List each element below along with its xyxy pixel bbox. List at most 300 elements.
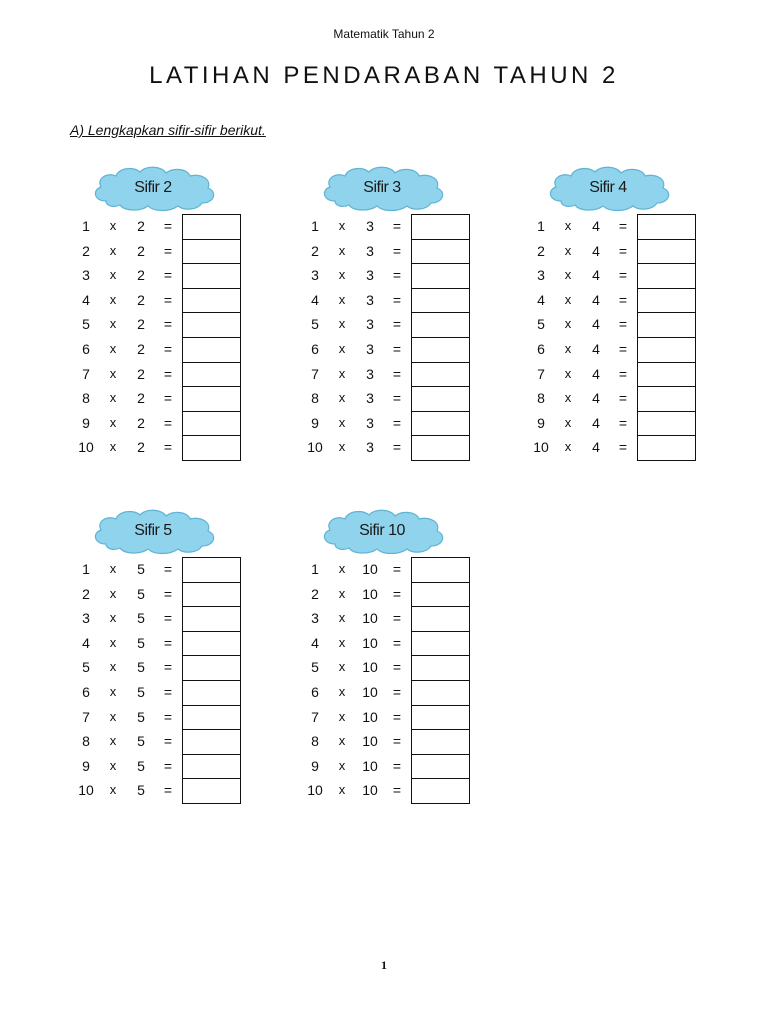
- answer-box[interactable]: [411, 239, 470, 265]
- equals-sign: =: [618, 218, 628, 234]
- answer-box[interactable]: [637, 337, 696, 363]
- equals-sign: =: [618, 340, 628, 357]
- equals-sign: =: [618, 439, 628, 456]
- times-sign: x: [338, 634, 346, 650]
- multiplier: 3: [366, 242, 374, 259]
- multiplicand: 2: [311, 585, 319, 602]
- multiplier: 10: [362, 757, 378, 774]
- answer-box[interactable]: [182, 729, 241, 755]
- equals-sign: =: [392, 390, 402, 407]
- times-sign: x: [109, 708, 117, 724]
- multiplier: 3: [366, 340, 374, 357]
- multiplicand: 4: [311, 291, 319, 308]
- equals-sign: =: [163, 365, 173, 382]
- times-sign: x: [564, 316, 572, 332]
- times-sign: x: [109, 757, 117, 773]
- multiplier: 2: [137, 242, 145, 259]
- multiplicand: 8: [82, 733, 90, 750]
- equation-row: [531, 312, 731, 337]
- cloud-heading: [88, 506, 218, 556]
- equation-row: [305, 337, 505, 362]
- equals-sign: =: [163, 414, 173, 431]
- answer-box[interactable]: [411, 214, 470, 240]
- equation-row: [76, 631, 276, 656]
- multiplicand: 9: [311, 757, 319, 774]
- multiplier: 5: [137, 733, 145, 750]
- equation-row: [531, 263, 731, 288]
- multiplicand: 4: [82, 291, 90, 308]
- answer-box[interactable]: [411, 631, 470, 657]
- equation-row: [305, 288, 505, 313]
- multiplier: 2: [137, 390, 145, 407]
- multiplicand: 10: [533, 439, 549, 456]
- answer-box[interactable]: [182, 288, 241, 314]
- multiplier: 3: [366, 390, 374, 407]
- equals-sign: =: [618, 365, 628, 382]
- answer-box[interactable]: [182, 386, 241, 412]
- equation-row: [76, 337, 276, 362]
- equation-row: [305, 239, 505, 264]
- multiplicand: 5: [82, 659, 90, 676]
- multiplicand: 2: [311, 242, 319, 259]
- times-sign: x: [338, 708, 346, 724]
- answer-box[interactable]: [637, 386, 696, 412]
- cloud-heading: [317, 163, 447, 213]
- equals-sign: =: [163, 683, 173, 700]
- answer-box[interactable]: [411, 288, 470, 314]
- answer-box[interactable]: [182, 557, 241, 583]
- answer-box[interactable]: [637, 288, 696, 314]
- multiplicand: 5: [537, 316, 545, 333]
- multiplier: 10: [362, 782, 378, 799]
- multiplicand: 1: [82, 218, 90, 234]
- equals-sign: =: [618, 242, 628, 259]
- answer-box[interactable]: [411, 729, 470, 755]
- multiplicand: 8: [311, 390, 319, 407]
- equals-sign: =: [392, 291, 402, 308]
- multiplicand: 4: [311, 634, 319, 651]
- multiplier: 4: [592, 267, 600, 284]
- times-sign: x: [109, 414, 117, 430]
- equation-row: [76, 239, 276, 264]
- multiplier: 10: [362, 659, 378, 676]
- answer-box[interactable]: [182, 411, 241, 437]
- equals-sign: =: [392, 683, 402, 700]
- times-sign: x: [338, 291, 346, 307]
- answer-box[interactable]: [182, 754, 241, 780]
- multiplicand: 7: [537, 365, 545, 382]
- times-sign: x: [564, 218, 572, 233]
- equals-sign: =: [392, 242, 402, 259]
- answer-box[interactable]: [182, 655, 241, 681]
- equation-rows: [76, 214, 276, 460]
- multiplicand: 6: [537, 340, 545, 357]
- equals-sign: =: [392, 782, 402, 799]
- multiplicand: 3: [311, 267, 319, 284]
- multiplicand: 5: [311, 659, 319, 676]
- times-sign: x: [564, 242, 572, 258]
- answer-box[interactable]: [411, 754, 470, 780]
- equation-row: [305, 263, 505, 288]
- equation-row: [305, 411, 505, 436]
- multiplier: 2: [137, 439, 145, 456]
- answer-box[interactable]: [182, 435, 241, 461]
- multiplier: 4: [592, 365, 600, 382]
- answer-box[interactable]: [411, 312, 470, 338]
- equals-sign: =: [163, 634, 173, 651]
- table-label: Sifir 2: [134, 179, 172, 196]
- multiplicand: 6: [311, 340, 319, 357]
- multiplier: 5: [137, 561, 145, 577]
- equation-row: [76, 705, 276, 730]
- equation-row: [305, 582, 505, 607]
- multiplier: 10: [362, 634, 378, 651]
- answer-box[interactable]: [411, 435, 470, 461]
- multiplicand: 3: [311, 610, 319, 627]
- equation-row: [76, 435, 276, 460]
- multiplier: 5: [137, 708, 145, 725]
- multiplicand: 1: [311, 218, 319, 234]
- times-sign: x: [109, 782, 117, 798]
- equation-row: [76, 778, 276, 803]
- equals-sign: =: [392, 659, 402, 676]
- times-sign: x: [109, 365, 117, 381]
- equation-row: [531, 411, 731, 436]
- times-sign: x: [109, 218, 117, 233]
- cloud-heading: [543, 163, 673, 213]
- times-sign: x: [109, 242, 117, 258]
- multiplier: 4: [592, 340, 600, 357]
- answer-box[interactable]: [637, 214, 696, 240]
- equals-sign: =: [618, 316, 628, 333]
- equation-rows: [531, 214, 731, 460]
- equation-row: [531, 214, 731, 239]
- page-number: 1: [381, 958, 387, 972]
- equals-sign: =: [163, 316, 173, 333]
- equals-sign: =: [392, 439, 402, 456]
- multiplier: 2: [137, 414, 145, 431]
- times-sign: x: [338, 757, 346, 773]
- times-sign: x: [109, 683, 117, 699]
- equation-rows: [305, 214, 505, 460]
- equation-row: [305, 435, 505, 460]
- equation-row: [531, 362, 731, 387]
- multiplier: 10: [362, 585, 378, 602]
- multiplier: 3: [366, 439, 374, 456]
- equation-row: [305, 631, 505, 656]
- times-sign: x: [564, 414, 572, 430]
- multiplicand: 3: [82, 610, 90, 627]
- equals-sign: =: [163, 340, 173, 357]
- equals-sign: =: [163, 390, 173, 407]
- multiplicand: 7: [82, 365, 90, 382]
- equation-row: [76, 582, 276, 607]
- times-sign: x: [564, 439, 572, 455]
- times-sign: x: [109, 733, 117, 749]
- equation-row: [76, 288, 276, 313]
- equals-sign: =: [392, 340, 402, 357]
- multiplicand: 4: [82, 634, 90, 651]
- equation-row: [76, 312, 276, 337]
- multiplier: 5: [137, 585, 145, 602]
- multiplicand: 7: [311, 365, 319, 382]
- multiplicand: 10: [307, 439, 323, 456]
- times-sign: x: [109, 659, 117, 675]
- answer-box[interactable]: [411, 337, 470, 363]
- answer-box[interactable]: [637, 263, 696, 289]
- equation-rows: [305, 557, 505, 803]
- equals-sign: =: [163, 561, 173, 577]
- answer-box[interactable]: [411, 705, 470, 731]
- times-sign: x: [564, 291, 572, 307]
- times-sign: x: [564, 390, 572, 406]
- multiplicand: 2: [537, 242, 545, 259]
- multiplier: 4: [592, 291, 600, 308]
- multiplier: 10: [362, 683, 378, 700]
- multiplicand: 7: [82, 708, 90, 725]
- multiplier: 5: [137, 782, 145, 799]
- answer-box[interactable]: [411, 680, 470, 706]
- answer-box[interactable]: [411, 582, 470, 608]
- equals-sign: =: [163, 291, 173, 308]
- multiplier: 3: [366, 414, 374, 431]
- multiplicand: 6: [311, 683, 319, 700]
- multiplicand: 8: [537, 390, 545, 407]
- answer-box[interactable]: [637, 435, 696, 461]
- equals-sign: =: [163, 439, 173, 456]
- multiplier: 4: [592, 439, 600, 456]
- times-sign: x: [338, 782, 346, 798]
- times-sign: x: [338, 585, 346, 601]
- multiplicand: 9: [82, 757, 90, 774]
- multiplier: 4: [592, 242, 600, 259]
- times-sign: x: [564, 340, 572, 356]
- answer-box[interactable]: [411, 411, 470, 437]
- equals-sign: =: [163, 782, 173, 799]
- table-label: Sifir 5: [134, 522, 172, 539]
- multiplicand: 7: [311, 708, 319, 725]
- multiplier: 5: [137, 610, 145, 627]
- multiplier: 2: [137, 365, 145, 382]
- multiplicand: 3: [82, 267, 90, 284]
- equation-row: [305, 557, 505, 582]
- equals-sign: =: [392, 610, 402, 627]
- equals-sign: =: [163, 757, 173, 774]
- answer-box[interactable]: [182, 631, 241, 657]
- multiplier: 2: [137, 340, 145, 357]
- equation-row: [76, 754, 276, 779]
- multiplier: 10: [362, 733, 378, 750]
- equation-row: [531, 337, 731, 362]
- multiplier: 2: [137, 218, 145, 234]
- equation-row: [76, 214, 276, 239]
- times-sign: x: [338, 414, 346, 430]
- equals-sign: =: [618, 267, 628, 284]
- equals-sign: =: [392, 365, 402, 382]
- equation-rows: [76, 557, 276, 803]
- answer-box[interactable]: [182, 582, 241, 608]
- equation-row: [76, 680, 276, 705]
- times-sign: x: [109, 390, 117, 406]
- multiplicand: 3: [537, 267, 545, 284]
- multiplier: 4: [592, 414, 600, 431]
- multiplier: 10: [362, 708, 378, 725]
- times-sign: x: [338, 733, 346, 749]
- equation-row: [76, 655, 276, 680]
- answer-box[interactable]: [182, 312, 241, 338]
- multiplicand: 1: [537, 218, 545, 234]
- equals-sign: =: [392, 757, 402, 774]
- multiplicand: 2: [82, 242, 90, 259]
- equals-sign: =: [163, 708, 173, 725]
- equation-row: [76, 606, 276, 631]
- times-sign: x: [338, 390, 346, 406]
- answer-box[interactable]: [182, 214, 241, 240]
- multiplicand: 10: [78, 782, 94, 799]
- worksheet-title: LATIHAN PENDARABAN TAHUN 2: [149, 62, 619, 89]
- times-sign: x: [564, 365, 572, 381]
- times-sign: x: [338, 365, 346, 381]
- equation-row: [76, 557, 276, 582]
- multiplicand: 2: [82, 585, 90, 602]
- equation-row: [305, 312, 505, 337]
- equals-sign: =: [163, 242, 173, 259]
- times-sign: x: [564, 267, 572, 283]
- equation-row: [305, 729, 505, 754]
- times-sign: x: [338, 242, 346, 258]
- multiplier: 2: [137, 316, 145, 333]
- equation-row: [305, 680, 505, 705]
- multiplier: 4: [592, 218, 600, 234]
- multiplicand: 9: [311, 414, 319, 431]
- equals-sign: =: [163, 585, 173, 602]
- answer-box[interactable]: [637, 362, 696, 388]
- equation-row: [76, 729, 276, 754]
- equation-row: [305, 655, 505, 680]
- multiplier: 3: [366, 365, 374, 382]
- times-sign: x: [338, 659, 346, 675]
- equation-row: [305, 214, 505, 239]
- table-label: Sifir 4: [589, 179, 627, 196]
- times-sign: x: [338, 340, 346, 356]
- answer-box[interactable]: [182, 778, 241, 804]
- multiplier: 4: [592, 390, 600, 407]
- answer-box[interactable]: [411, 263, 470, 289]
- times-sign: x: [338, 439, 346, 455]
- multiplicand: 5: [82, 316, 90, 333]
- multiplier: 5: [137, 757, 145, 774]
- equals-sign: =: [618, 390, 628, 407]
- table-label: Sifir 3: [363, 179, 401, 196]
- equals-sign: =: [392, 218, 402, 234]
- equals-sign: =: [618, 414, 628, 431]
- answer-box[interactable]: [182, 362, 241, 388]
- times-sign: x: [109, 561, 117, 576]
- answer-box[interactable]: [411, 362, 470, 388]
- multiplicand: 10: [78, 439, 94, 456]
- equals-sign: =: [163, 733, 173, 750]
- equals-sign: =: [163, 659, 173, 676]
- multiplier: 2: [137, 267, 145, 284]
- multiplier: 4: [592, 316, 600, 333]
- times-sign: x: [109, 267, 117, 283]
- multiplicand: 8: [82, 390, 90, 407]
- answer-box[interactable]: [411, 778, 470, 804]
- equals-sign: =: [618, 291, 628, 308]
- times-sign: x: [338, 267, 346, 283]
- multiplicand: 1: [82, 561, 90, 577]
- equation-row: [305, 606, 505, 631]
- times-sign: x: [109, 340, 117, 356]
- equals-sign: =: [392, 585, 402, 602]
- answer-box[interactable]: [182, 680, 241, 706]
- equals-sign: =: [163, 610, 173, 627]
- multiplicand: 6: [82, 340, 90, 357]
- times-sign: x: [109, 316, 117, 332]
- equation-row: [531, 239, 731, 264]
- multiplicand: 1: [311, 561, 319, 577]
- multiplier: 2: [137, 291, 145, 308]
- equation-row: [531, 386, 731, 411]
- answer-box[interactable]: [182, 263, 241, 289]
- answer-box[interactable]: [637, 312, 696, 338]
- times-sign: x: [338, 683, 346, 699]
- answer-box[interactable]: [637, 239, 696, 265]
- equals-sign: =: [163, 218, 173, 234]
- answer-box[interactable]: [411, 655, 470, 681]
- equation-row: [76, 386, 276, 411]
- answer-box[interactable]: [182, 606, 241, 632]
- times-sign: x: [109, 634, 117, 650]
- times-sign: x: [109, 610, 117, 626]
- answer-box[interactable]: [411, 606, 470, 632]
- equation-row: [305, 386, 505, 411]
- equation-row: [305, 705, 505, 730]
- multiplier: 5: [137, 634, 145, 651]
- answer-box[interactable]: [182, 337, 241, 363]
- equals-sign: =: [392, 316, 402, 333]
- answer-box[interactable]: [637, 411, 696, 437]
- multiplicand: 9: [82, 414, 90, 431]
- equation-row: [531, 288, 731, 313]
- equals-sign: =: [392, 733, 402, 750]
- multiplier: 3: [366, 267, 374, 284]
- multiplier: 3: [366, 291, 374, 308]
- multiplicand: 5: [311, 316, 319, 333]
- multiplicand: 4: [537, 291, 545, 308]
- instruction-text: A) Lengkapkan sifir-sifir berikut.: [70, 122, 266, 138]
- times-sign: x: [109, 585, 117, 601]
- equals-sign: =: [392, 561, 402, 577]
- multiplier: 10: [362, 610, 378, 627]
- answer-box[interactable]: [182, 239, 241, 265]
- equals-sign: =: [163, 267, 173, 284]
- multiplicand: 9: [537, 414, 545, 431]
- page-header: Matematik Tahun 2: [333, 27, 435, 41]
- times-sign: x: [109, 291, 117, 307]
- multiplier: 10: [362, 561, 378, 577]
- multiplier: 3: [366, 316, 374, 333]
- answer-box[interactable]: [411, 557, 470, 583]
- cloud-heading: [88, 163, 218, 213]
- answer-box[interactable]: [411, 386, 470, 412]
- answer-box[interactable]: [182, 705, 241, 731]
- multiplier: 5: [137, 683, 145, 700]
- equation-row: [76, 411, 276, 436]
- equals-sign: =: [392, 414, 402, 431]
- table-label: Sifir 10: [359, 522, 405, 539]
- equation-row: [76, 362, 276, 387]
